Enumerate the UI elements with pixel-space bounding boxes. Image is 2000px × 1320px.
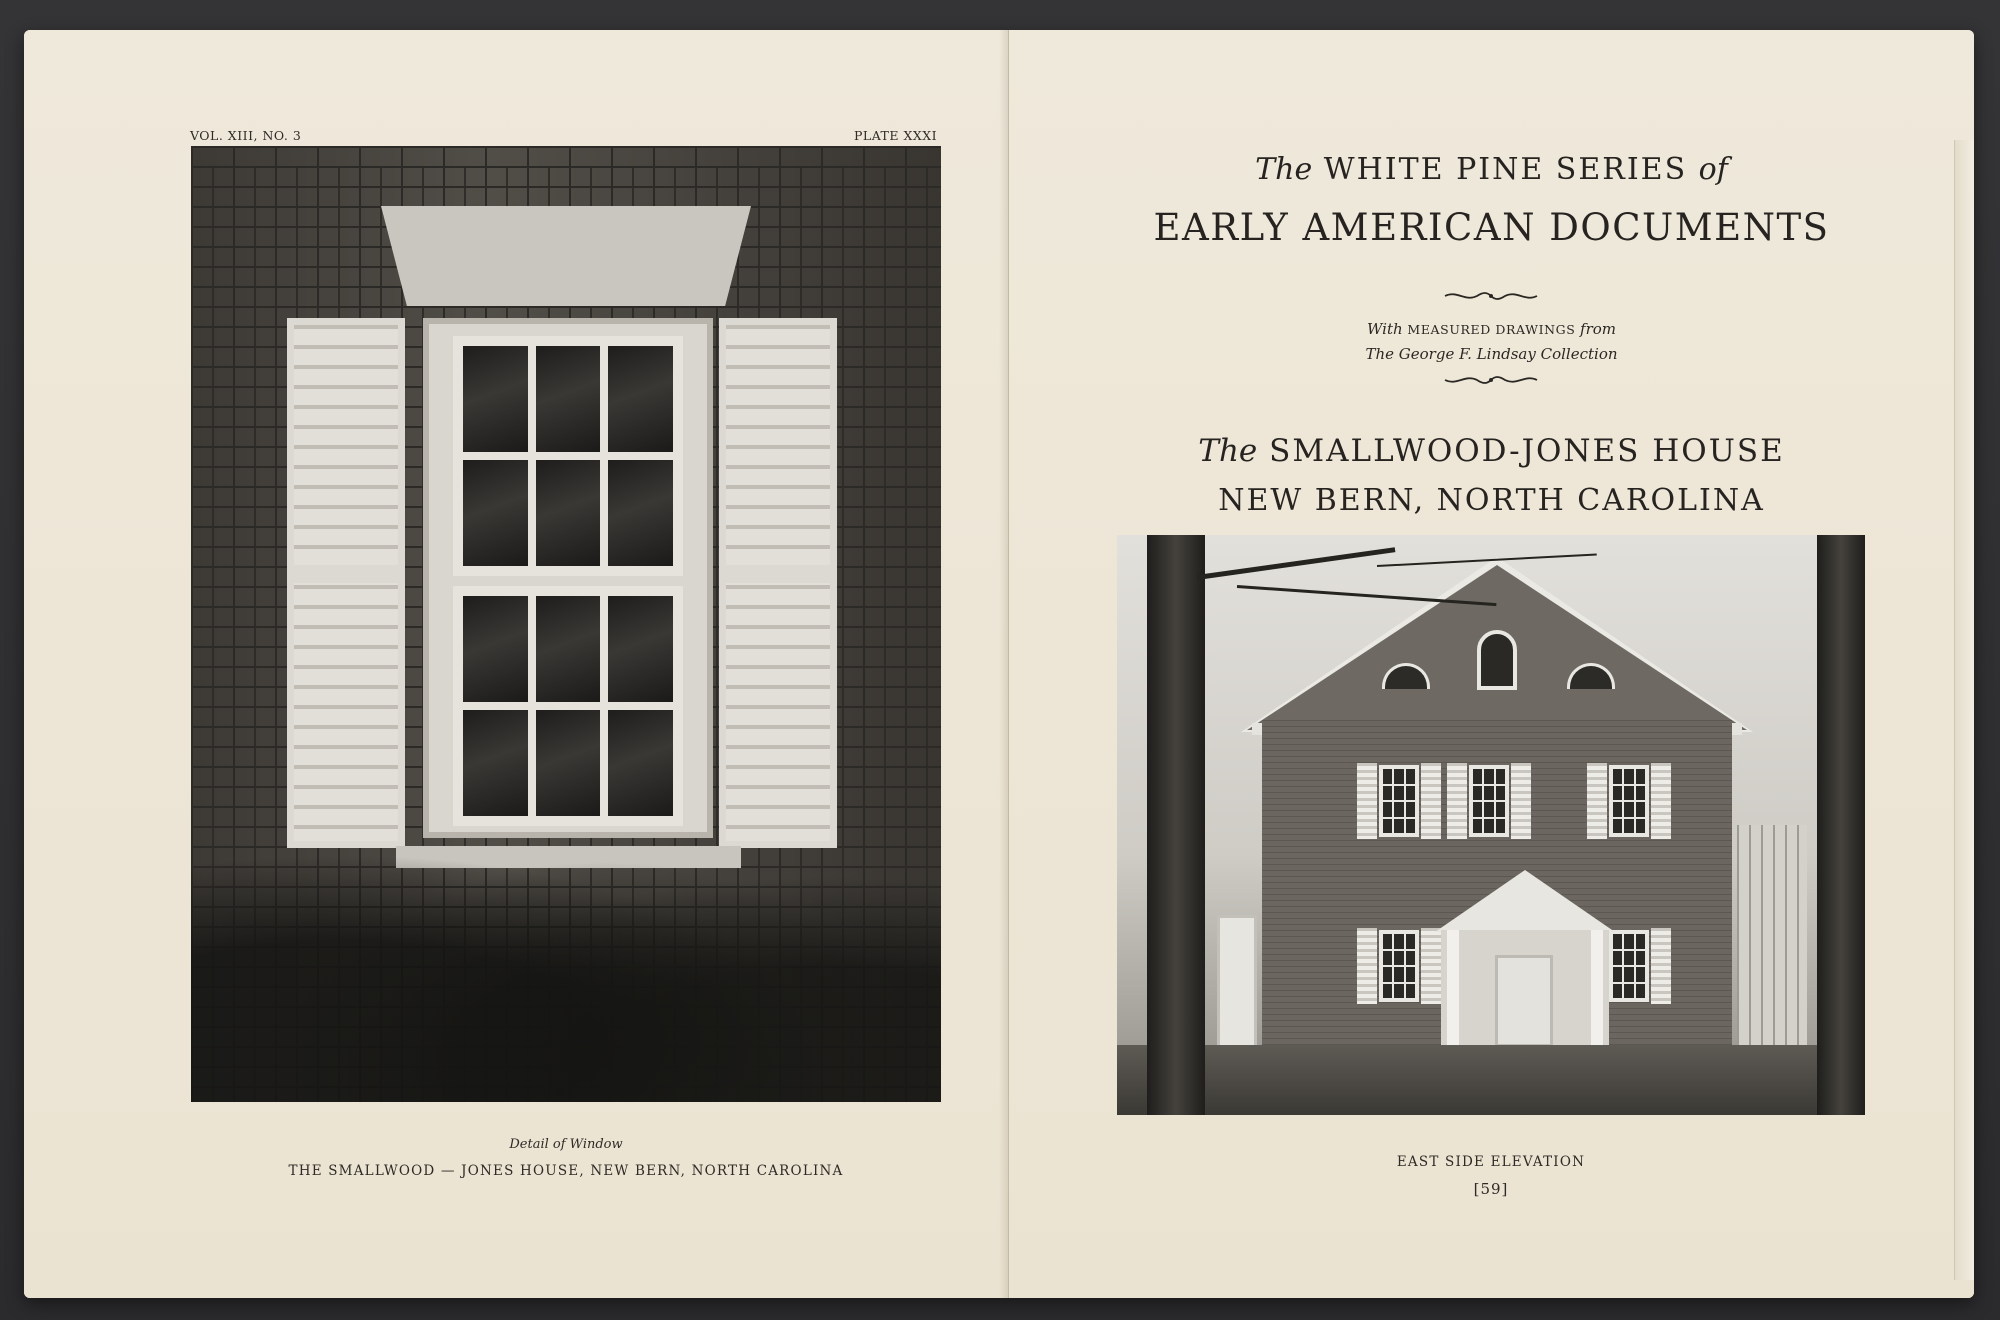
flourish-ornament-top xyxy=(1443,288,1539,304)
photo-caption-italic: Detail of Window xyxy=(509,1137,623,1152)
house-location: NEW BERN, NORTH CAROLINA xyxy=(1218,483,1765,518)
shutter xyxy=(1587,763,1607,839)
shutter xyxy=(1447,763,1467,839)
window-pane xyxy=(463,710,528,816)
window-pane xyxy=(536,710,601,816)
photo-caption: EAST SIDE ELEVATION xyxy=(1396,1154,1586,1170)
series-title-suffix: of xyxy=(1698,152,1728,187)
shutter-rail xyxy=(726,565,830,583)
drawings-line-start: With xyxy=(1367,320,1408,338)
window xyxy=(1609,930,1649,1002)
series-title xyxy=(1009,152,1974,187)
tree-trunk-left xyxy=(1147,535,1205,1115)
tree-trunk-right xyxy=(1817,535,1865,1115)
lawn xyxy=(1117,1045,1865,1115)
collection-line: The George F. Lindsay Collection xyxy=(1365,345,1618,363)
shutter xyxy=(1421,928,1441,1004)
window-pane xyxy=(608,596,673,702)
shutter xyxy=(1651,928,1671,1004)
house-title-main: SMALLWOOD-JONES HOUSE xyxy=(1257,433,1785,469)
window-pane xyxy=(608,346,673,452)
front-door xyxy=(1495,955,1553,1047)
lower-sash xyxy=(453,586,683,826)
plate-number: PLATE XXXI xyxy=(854,128,938,143)
window-pane xyxy=(463,596,528,702)
shutter-rail xyxy=(294,565,398,583)
window xyxy=(1379,765,1419,837)
window-pane xyxy=(536,346,601,452)
window-pane xyxy=(608,710,673,816)
right-shutter xyxy=(719,318,837,848)
shutter xyxy=(1651,763,1671,839)
series-title-main: WHITE PINE SERIES xyxy=(1312,152,1699,187)
series-title-prefix: The xyxy=(1255,152,1313,187)
neighbor-porch xyxy=(1217,915,1257,1065)
left-shutter xyxy=(287,318,405,848)
drawings-line xyxy=(1009,320,1974,338)
left-page xyxy=(24,30,1009,1298)
window-pane xyxy=(463,460,528,566)
page-number: [59] xyxy=(1473,1180,1509,1198)
portico-column xyxy=(1447,930,1459,1045)
stone-lintel xyxy=(381,206,751,306)
window xyxy=(1609,765,1649,837)
window xyxy=(1379,930,1419,1002)
house-title xyxy=(1009,433,1974,469)
attic-window xyxy=(1477,630,1517,690)
window-pane xyxy=(463,346,528,452)
right-page xyxy=(1009,30,1974,1298)
shutter xyxy=(1357,928,1377,1004)
upper-sash xyxy=(453,336,683,576)
flourish-ornament-bottom xyxy=(1443,372,1539,388)
window-pane xyxy=(536,596,601,702)
neighbor-building xyxy=(1737,825,1807,1065)
portico-column xyxy=(1591,930,1603,1045)
shutter xyxy=(1357,763,1377,839)
shrubbery xyxy=(191,802,941,1102)
page-edge xyxy=(1954,140,1974,1280)
house-title-prefix: The xyxy=(1198,433,1258,469)
window-detail-photo xyxy=(191,146,941,1102)
window-pane xyxy=(608,460,673,566)
photo-caption: THE SMALLWOOD — JONES HOUSE, NEW BERN, NORTH CAROLINA xyxy=(288,1163,844,1179)
shutter xyxy=(1511,763,1531,839)
window-frame xyxy=(423,318,713,838)
open-book-spread xyxy=(24,30,1974,1298)
drawings-line-smallcaps: MEASURED DRAWINGS xyxy=(1407,322,1581,337)
shutter xyxy=(1421,763,1441,839)
window xyxy=(1469,765,1509,837)
house-elevation-photo xyxy=(1117,535,1865,1115)
window-pane xyxy=(536,460,601,566)
drawings-line-end: from xyxy=(1580,320,1616,338)
series-subtitle: EARLY AMERICAN DOCUMENTS xyxy=(1153,206,1830,249)
volume-number: VOL. XIII, NO. 3 xyxy=(190,128,302,143)
